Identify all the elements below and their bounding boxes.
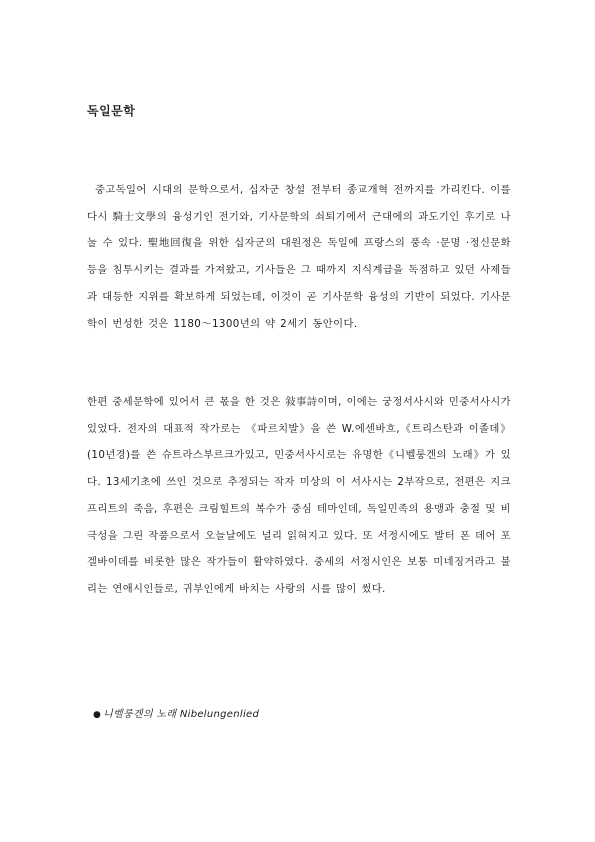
body-paragraph-2: 한편 중세문학에 있어서 큰 몫을 한 것은 敍事詩이며, 이에는 궁정서사시와 민중서사시가 있었다. 전자의 대표적 작가로는 《파르치발》을 쓴 W.에센바흐,《트리스탄과 이졸데》(10년경)를 쓴 슈트라스부르크가있고, 민중서사시로는 유명한《니벨룽겐의 노래》가 있다. 13세기초에 쓰인 것으로 추정되는 작자 미상의 이 서사시는 2부작으로, 전편은 지크프리트의 죽음, 후편은 크림힐트의 복수가 중심 테마인데, 독일민족의 용맹과 충절 및 비극성을 그린 작품으로서 오늘날에도 널리 읽혀지고 있다. 또 서정시에도 발터 폰 데어 포겔바이데를 비롯한 많은 작가들이 활약하였다. 중세의 서정시인은 보통 미네징거라고 불리는 연애시인들로, 귀부인에게 바치는 사랑의 시를 많이 썼다. [87, 396, 511, 595]
page-title: 독일문학 [87, 104, 136, 118]
image-caption [93, 705, 259, 720]
body-paragraph-1: 중고독일어 시대의 문학으로서, 십자군 창설 전부터 종교개혁 전까지를 가리킨다. 이를 다시 騎士文學의 융성기인 전기와, 기사문학의 쇠퇴기에서 근대에의 과도기인 후기로 나눌 수 있다. 聖地回復을 위한 십자군의 대원정은 독일에 프랑스의 풍속 ·문명 ·정신문화 등을 침투시키는 결과를 가져왔고, 기사들은 그 때까지 지식계급을 독점하고 있던 사제들과 대등한 지위를 확보하게 되었는데, 이것이 곧 기사문학 융성의 기반이 되었다. 기사문학이 번성한 것은 1180～1300년의 약 2세기 동안이다. [87, 184, 511, 330]
caption-text: 니벨룽겐의 노래 Nibelungenlied [103, 709, 260, 720]
bullet-icon: ● [93, 710, 102, 720]
